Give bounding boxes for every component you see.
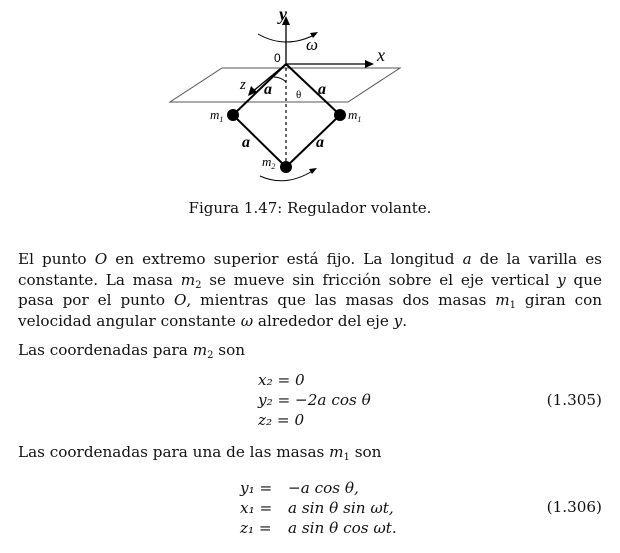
y-axis-label: y <box>279 6 287 24</box>
omega-label: ω <box>306 35 319 54</box>
equation-1306 <box>240 478 397 538</box>
rod-label-upper-right: a <box>318 81 326 98</box>
equation-1305 <box>258 370 371 430</box>
rotation-arrow-bottom-head <box>309 168 317 174</box>
mass-m2 <box>280 161 292 173</box>
governor-figure <box>160 6 420 186</box>
theta-label: θ <box>296 89 302 101</box>
eq1-line3: z₂ = 0 <box>258 411 305 429</box>
rod-label-lower-left: a <box>242 134 250 151</box>
x-axis-arrowhead <box>365 60 374 68</box>
eq2-row1: y₁ = −a cos θ, <box>240 479 359 497</box>
mass-m2-label: $m_2$ <box>262 154 276 171</box>
mass-m1-left-label: $m_1$ <box>210 107 224 124</box>
rod-lower-right <box>286 115 340 167</box>
eq1-line2: y₂ = −2a cos θ <box>258 391 371 409</box>
origin-label: 0 <box>274 51 281 65</box>
eq2-row2: x₁ = a sin θ sin ωt, <box>240 499 394 517</box>
eq2-row3: z₁ = a sin θ cos ωt. <box>240 519 397 537</box>
mass-m1-right <box>334 109 346 121</box>
horizontal-plane <box>170 68 400 102</box>
x-axis-label: x <box>377 45 385 65</box>
rod-lower-left <box>233 115 286 167</box>
figure-caption: Figura 1.47: Regulador volante. <box>188 199 432 217</box>
equation-number-1305: (1.305) <box>546 391 602 409</box>
z-axis-label: z <box>240 77 246 93</box>
rod-label-lower-right: a <box>316 134 324 151</box>
theta-arc <box>274 77 286 82</box>
paragraph-m1-intro: Las coordenadas para una de las masas $m_1$ son <box>18 443 382 463</box>
mass-m1-right-label: $m_1$ <box>348 107 362 124</box>
mass-m1-left <box>227 109 239 121</box>
paragraph-m2-intro: Las coordenadas para $m_2$ son <box>18 341 246 361</box>
eq1-line1: x₂ = 0 <box>258 371 305 389</box>
rod-upper-right <box>286 64 340 115</box>
paragraph-description: El punto O en extremo superior está fijo. La longitud a de la varilla es constante. La masa $m_2$ se mueve sin fricción sobre el eje vertical y que pasa por el punto O, mientras que las masas dos masas $m_1$ giran con velocidad angular constante ω alrededor del eje y. <box>18 250 602 330</box>
equation-number-1306: (1.306) <box>546 498 602 516</box>
rod-label-upper-left: a <box>264 81 272 98</box>
